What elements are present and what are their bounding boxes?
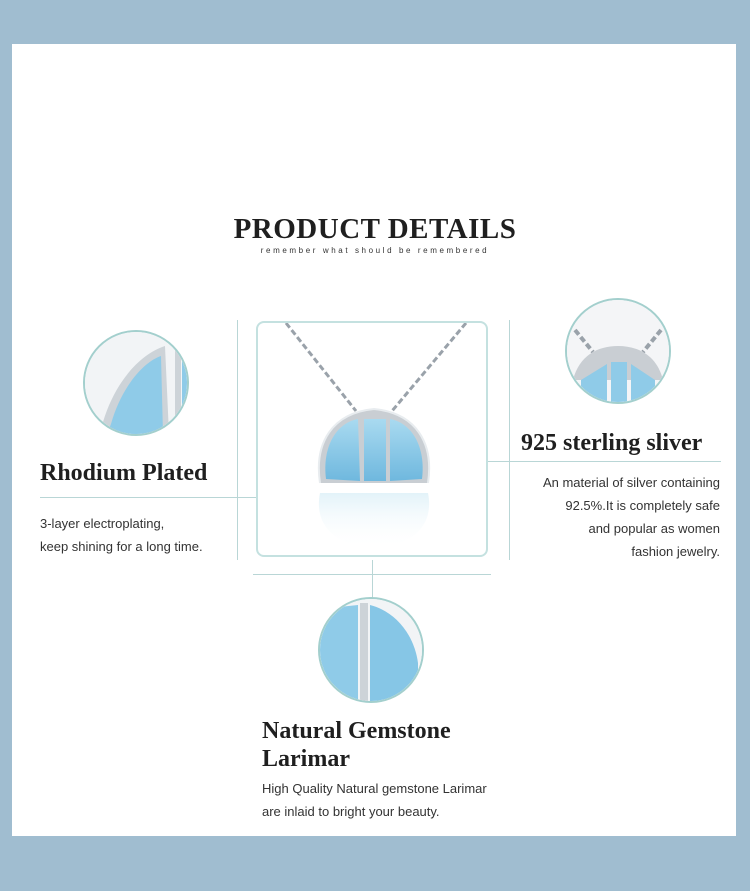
feature-bottom-title xyxy=(262,717,451,773)
feature-bottom-title-line: Larimar xyxy=(262,746,350,772)
pendant-edge-icon xyxy=(85,332,187,434)
feature-right-title: 925 sterling sliver xyxy=(521,430,703,456)
bottom-stem-line xyxy=(372,560,373,600)
page-title: PRODUCT DETAILS xyxy=(233,213,517,245)
feature-left-title: Rhodium Plated xyxy=(40,460,208,486)
feature-left-desc xyxy=(40,512,203,558)
feature-left-line: 3-layer electroplating, xyxy=(40,516,165,531)
gemstone-icon xyxy=(320,599,422,701)
pendant-edge-zoom-image xyxy=(83,330,189,436)
feature-left-line: keep shining for a long time. xyxy=(40,539,203,554)
bail-top-zoom-image xyxy=(565,298,671,404)
right-connector-line xyxy=(488,461,721,462)
product-image-frame xyxy=(256,321,488,557)
page-subtitle: remember what should be remembered xyxy=(260,246,490,255)
left-divider-line xyxy=(237,320,238,560)
feature-bottom-line: High Quality Natural gemstone Larimar xyxy=(262,781,487,796)
gemstone-zoom-image xyxy=(318,597,424,703)
feature-bottom-desc xyxy=(262,777,487,823)
feature-right-line: 92.5%.It is completely safe xyxy=(565,498,720,513)
bail-top-icon xyxy=(567,300,669,402)
left-connector-line xyxy=(40,497,256,498)
larimar-pendant-icon xyxy=(258,323,486,555)
feature-right-line: fashion jewelry. xyxy=(631,544,720,559)
feature-bottom-title-line: Natural Gemstone xyxy=(262,718,451,744)
feature-right-desc xyxy=(543,471,720,563)
feature-right-line: An material of silver containing xyxy=(542,475,720,490)
feature-bottom-line: are inlaid to bright your beauty. xyxy=(262,804,440,819)
feature-right-line: and popular as women xyxy=(588,521,720,536)
right-divider-line xyxy=(509,320,510,560)
